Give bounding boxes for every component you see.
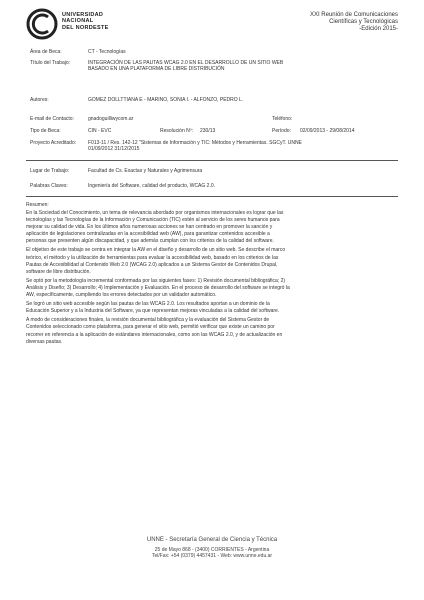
abstract-line: personas que presenten algún discapacidad, y que además cumplan con los criterios de la calidad del software. (26, 238, 274, 245)
beca-type-value: CIN - EVC (88, 128, 112, 134)
abstract-line: software de libre distribución. (26, 268, 91, 275)
abstract-line: tecnologías y las Tecnologías de la Información y Comunicación (TIC) estén al servicio de los seres humanos para (26, 217, 280, 224)
event-line: Científicas y Tecnológicas (329, 19, 398, 25)
abstract-paragraph (26, 317, 398, 345)
abstract-line: Análisis y Diseño; 3) Desarrollo; 4) Implementación y Evaluación. En el proceso de desarrollo del software se integró la (26, 284, 290, 291)
keywords-label: Palabras Claves: (30, 183, 68, 189)
work-title-line: INTEGRACIÓN DE LAS PAUTAS WCAG 2.0 EN EL DESARROLLO DE UN SITIO WEB (88, 60, 284, 66)
work-title (88, 60, 388, 72)
keywords-value: Ingeniería del Software, calidad del producto, WCAG 2.0. (88, 183, 216, 189)
abstract-line: diversas pautas. (26, 338, 63, 345)
authors-label: Autores: (30, 97, 49, 103)
abstract-line: En la Sociedad del Conocimiento, un tema de relevancia abordado por organismos internacionales es lograr que las (26, 210, 284, 216)
project-label: Proyecto Acreditado: (30, 140, 77, 146)
abstract-line: mejorar su calidad de vida. En los últimos años numerosas acciones se han centrado en promover la sanción y (26, 224, 273, 231)
area-label: Área de Beca: (30, 49, 62, 55)
abstract-line: A modo de consideraciones finales, la revisión documental bibliográfica y la evaluación del Sistema Gestor de (26, 317, 270, 324)
resolution-label: Resolución Nº: (160, 128, 193, 134)
abstract-line: Se optó por la metodología incremental conformada por las siguientes fases: 1) Revisión documental bibliográfica; 2) (26, 277, 286, 284)
divider (26, 196, 398, 197)
abstract-paragraph (26, 301, 398, 315)
footer-line: UNNE - Secretaría General de Ciencia y Técnica (146, 537, 278, 543)
abstract-line: recorrer en referencia a la aplicación de estándares internacionales, como son las WCAG 2.0, y de actualización en (26, 331, 283, 338)
abstract-paragraph (26, 278, 398, 299)
university-line: UNIVERSIDAD (62, 12, 104, 18)
event-line: XXI Reunión de Comunicaciones (309, 12, 398, 18)
abstract-paragraph (26, 210, 398, 245)
university-logo (26, 8, 58, 40)
abstract-line: aplicación de legislaciones centralizadas en la accesibilidad web (AW), para garantizar contenidos accesible a (26, 231, 270, 238)
abstract-line: Educación Superior y a la Industria del Software, ya que representan mejoras vinculadas a la calidad del software. (26, 308, 280, 315)
authors-value: GOMEZ DOLLTTIANA E - MARINO, SONIA I. - ALFONZO, PEDRO L. (88, 97, 244, 103)
abstract-paragraph (26, 247, 398, 275)
abstract-line: Se logró un sitio web accesible según las pautas de las WCAG 2.0. Los resultados aportan a un dominio de la (26, 301, 270, 308)
abstract-body (26, 210, 398, 346)
period-label: Período: (272, 128, 291, 134)
place-label: Lugar de Trabajo: (30, 168, 70, 174)
abstract-line: El objetivo de este trabajo se centra en integrar la AW en el diseño y desarrollo de un sitio web. Se describe el marco (26, 247, 286, 254)
abstract-line: teórico, el método y la utilización de herramientas para evaluar la accesibilidad web, basado en los criterios de las (26, 254, 279, 261)
abstract-line: Pautas de Accesibilidad al Contenido Web 2.0 (WCAG 2.0) aplicados a un Sistema Gestor de Contenidos Drupal, (26, 261, 278, 268)
resolution-value: 230/13 (200, 128, 216, 134)
project-value (88, 140, 398, 152)
email-label: E-mail de Contacto: (30, 116, 74, 122)
university-name (62, 12, 109, 31)
university-line: DEL NORDESTE (62, 24, 109, 31)
footer-line: 25 de Mayo 868 - (3400) CORRIENTES - Argentina (154, 547, 270, 553)
university-line: NACIONAL (62, 18, 94, 25)
area-value: CT - Tecnologías (88, 49, 126, 55)
work-title-line: BASADO EN UNA PLATAFORMA DE LIBRE DISTRIBUCIÓN (88, 66, 225, 72)
event-title (310, 12, 398, 33)
period-value: 02/09/2013 - 29/08/2014 (300, 128, 355, 134)
abstract-line: AW, específicamente, cumpliendo los errores detectados por un validador automático. (26, 292, 217, 299)
project-line: 01/09/2012 31/12/2015 (88, 146, 140, 152)
place-value: Facultad de Cs. Exactas y Naturales y Agrimensura (88, 168, 203, 174)
footer-line: Tel/Fax: +54 (0379) 4457431 - Web: www.unne.edu.ar (151, 553, 273, 559)
phone-label: Teléfono: (272, 116, 293, 122)
divider (26, 160, 398, 161)
footer (0, 537, 424, 559)
university-seal-icon (26, 8, 58, 40)
event-line: -Edición 2015- (359, 26, 398, 32)
abstract-heading: Resumen: (26, 202, 49, 208)
title-label: Título del Trabajo: (30, 60, 71, 66)
email-value: gnadoguilliwycom.ar (88, 116, 134, 122)
beca-type-label: Tipo de Beca: (30, 128, 61, 134)
project-line: F013-11 / Res. 142-12 "Sistemas de Información y TIC: Métodos y Herramientas. SGCyT. UNNE (88, 140, 302, 146)
abstract-line: Contenidos seleccionado como plataforma, para generar el sitio web, permitió verificar que existe un camino por (26, 324, 275, 331)
